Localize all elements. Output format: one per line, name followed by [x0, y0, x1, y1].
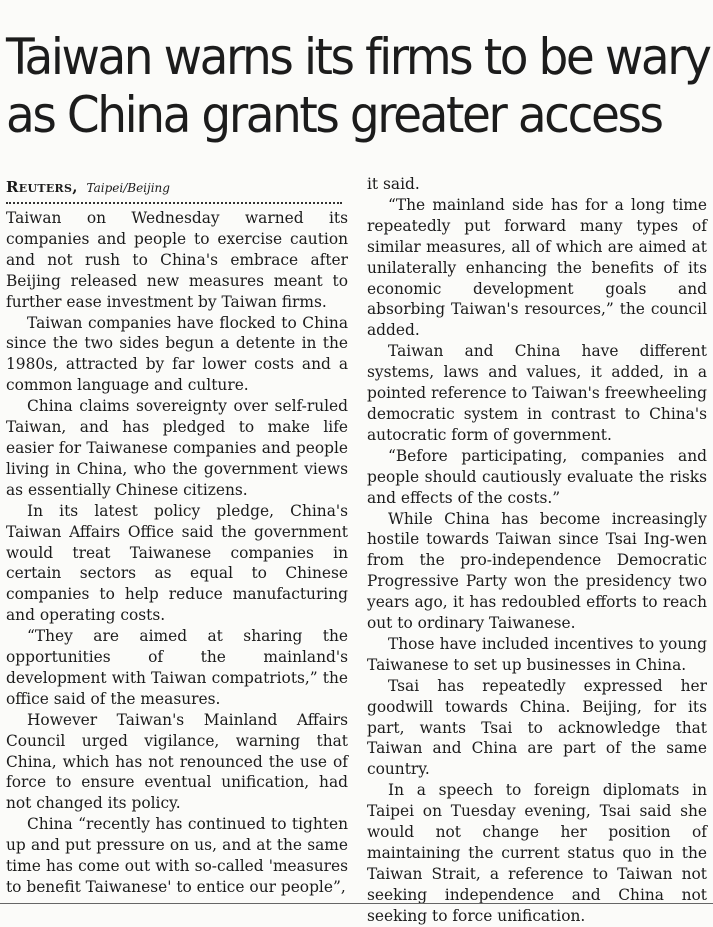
byline-dateline: Taipei/Beijing — [86, 181, 170, 195]
article-column-right — [367, 174, 707, 927]
dotted-divider — [6, 202, 342, 204]
paragraph: Taiwan and China have different systems, laws and values, it added, in a pointed reference to Taiwan's freewheeling democratic system in contrast to China's autocratic form of government. — [367, 342, 707, 444]
headline-line-1: Taiwan warns its firms to be wary — [6, 28, 710, 86]
byline — [6, 174, 348, 202]
paragraph: “Before participating, companies and people should cautiously evaluate the risks and effects of the costs.” — [367, 446, 707, 507]
paragraph: “The mainland side has for a long time repeatedly put forward many types of similar measures, all of which are aimed at unilaterally enhancing the benefits of its economic development goals and absorbing Taiwan's resources,” the council added. — [367, 195, 707, 340]
paragraph: However Taiwan's Mainland Affairs Council urged vigilance, warning that China, which has not renounced the use of force to ensure eventual unification, had not changed its policy. — [6, 710, 348, 813]
paragraph: China claims sovereignty over self-ruled Taiwan, and has pledged to make life easier for Taiwanese companies and people living in China, who the government views as essentially Chinese citizens. — [6, 397, 348, 499]
paragraph: “They are aimed at sharing the opportunities of the mainland's development with Taiwan compatriots,” the office said of the measures. — [6, 627, 348, 708]
paragraph: Taiwan companies have flocked to China since the two sides begun a detente in the 1980s, attracted by far lower costs and a common language and culture. — [6, 313, 348, 395]
paragraph: it said. — [367, 175, 420, 193]
paragraph: Taiwan on Wednesday warned its companies and people to exercise caution and not rush to China's embrace after Beijing released new measures meant to further ease investment by Taiwan firms. — [6, 209, 348, 311]
byline-agency: Reuters, — [6, 178, 78, 196]
paragraph: Tsai has repeatedly expressed her goodwill towards China. Beijing, for its part, wants Tsai to acknowledge that Taiwan and China are part of the same country. — [367, 676, 707, 779]
article-column-left — [6, 174, 348, 898]
headline — [6, 28, 710, 144]
paragraph: Those have included incentives to young Taiwanese to set up businesses in China. — [367, 634, 707, 674]
paragraph: In its latest policy pledge, China's Taiwan Affairs Office said the government would treat Taiwanese companies in certain sectors as equal to Chinese companies to help reduce manufacturing and operating costs. — [6, 501, 348, 625]
paragraph: While China has become increasingly hostile towards Taiwan since Tsai Ing-wen from the pro-independence Democratic Progressive Party won the presidency two years ago, it has redoubled efforts to reach out to ordinary Taiwanese. — [367, 509, 707, 633]
paragraph: In a speech to foreign diplomats in Taipei on Tuesday evening, Tsai said she would not change her position of maintaining the current status quo in the Taiwan Strait, a reference to Taiwan not seeking independence and China not seeking to force unification. — [367, 781, 707, 925]
paragraph: China “recently has continued to tighten up and put pressure on us, and at the same time has come out with so-called 'measures to benefit Taiwanese' to entice our people”, — [6, 815, 348, 896]
bottom-rule — [0, 903, 713, 904]
headline-line-2: as China grants greater access — [6, 86, 662, 144]
